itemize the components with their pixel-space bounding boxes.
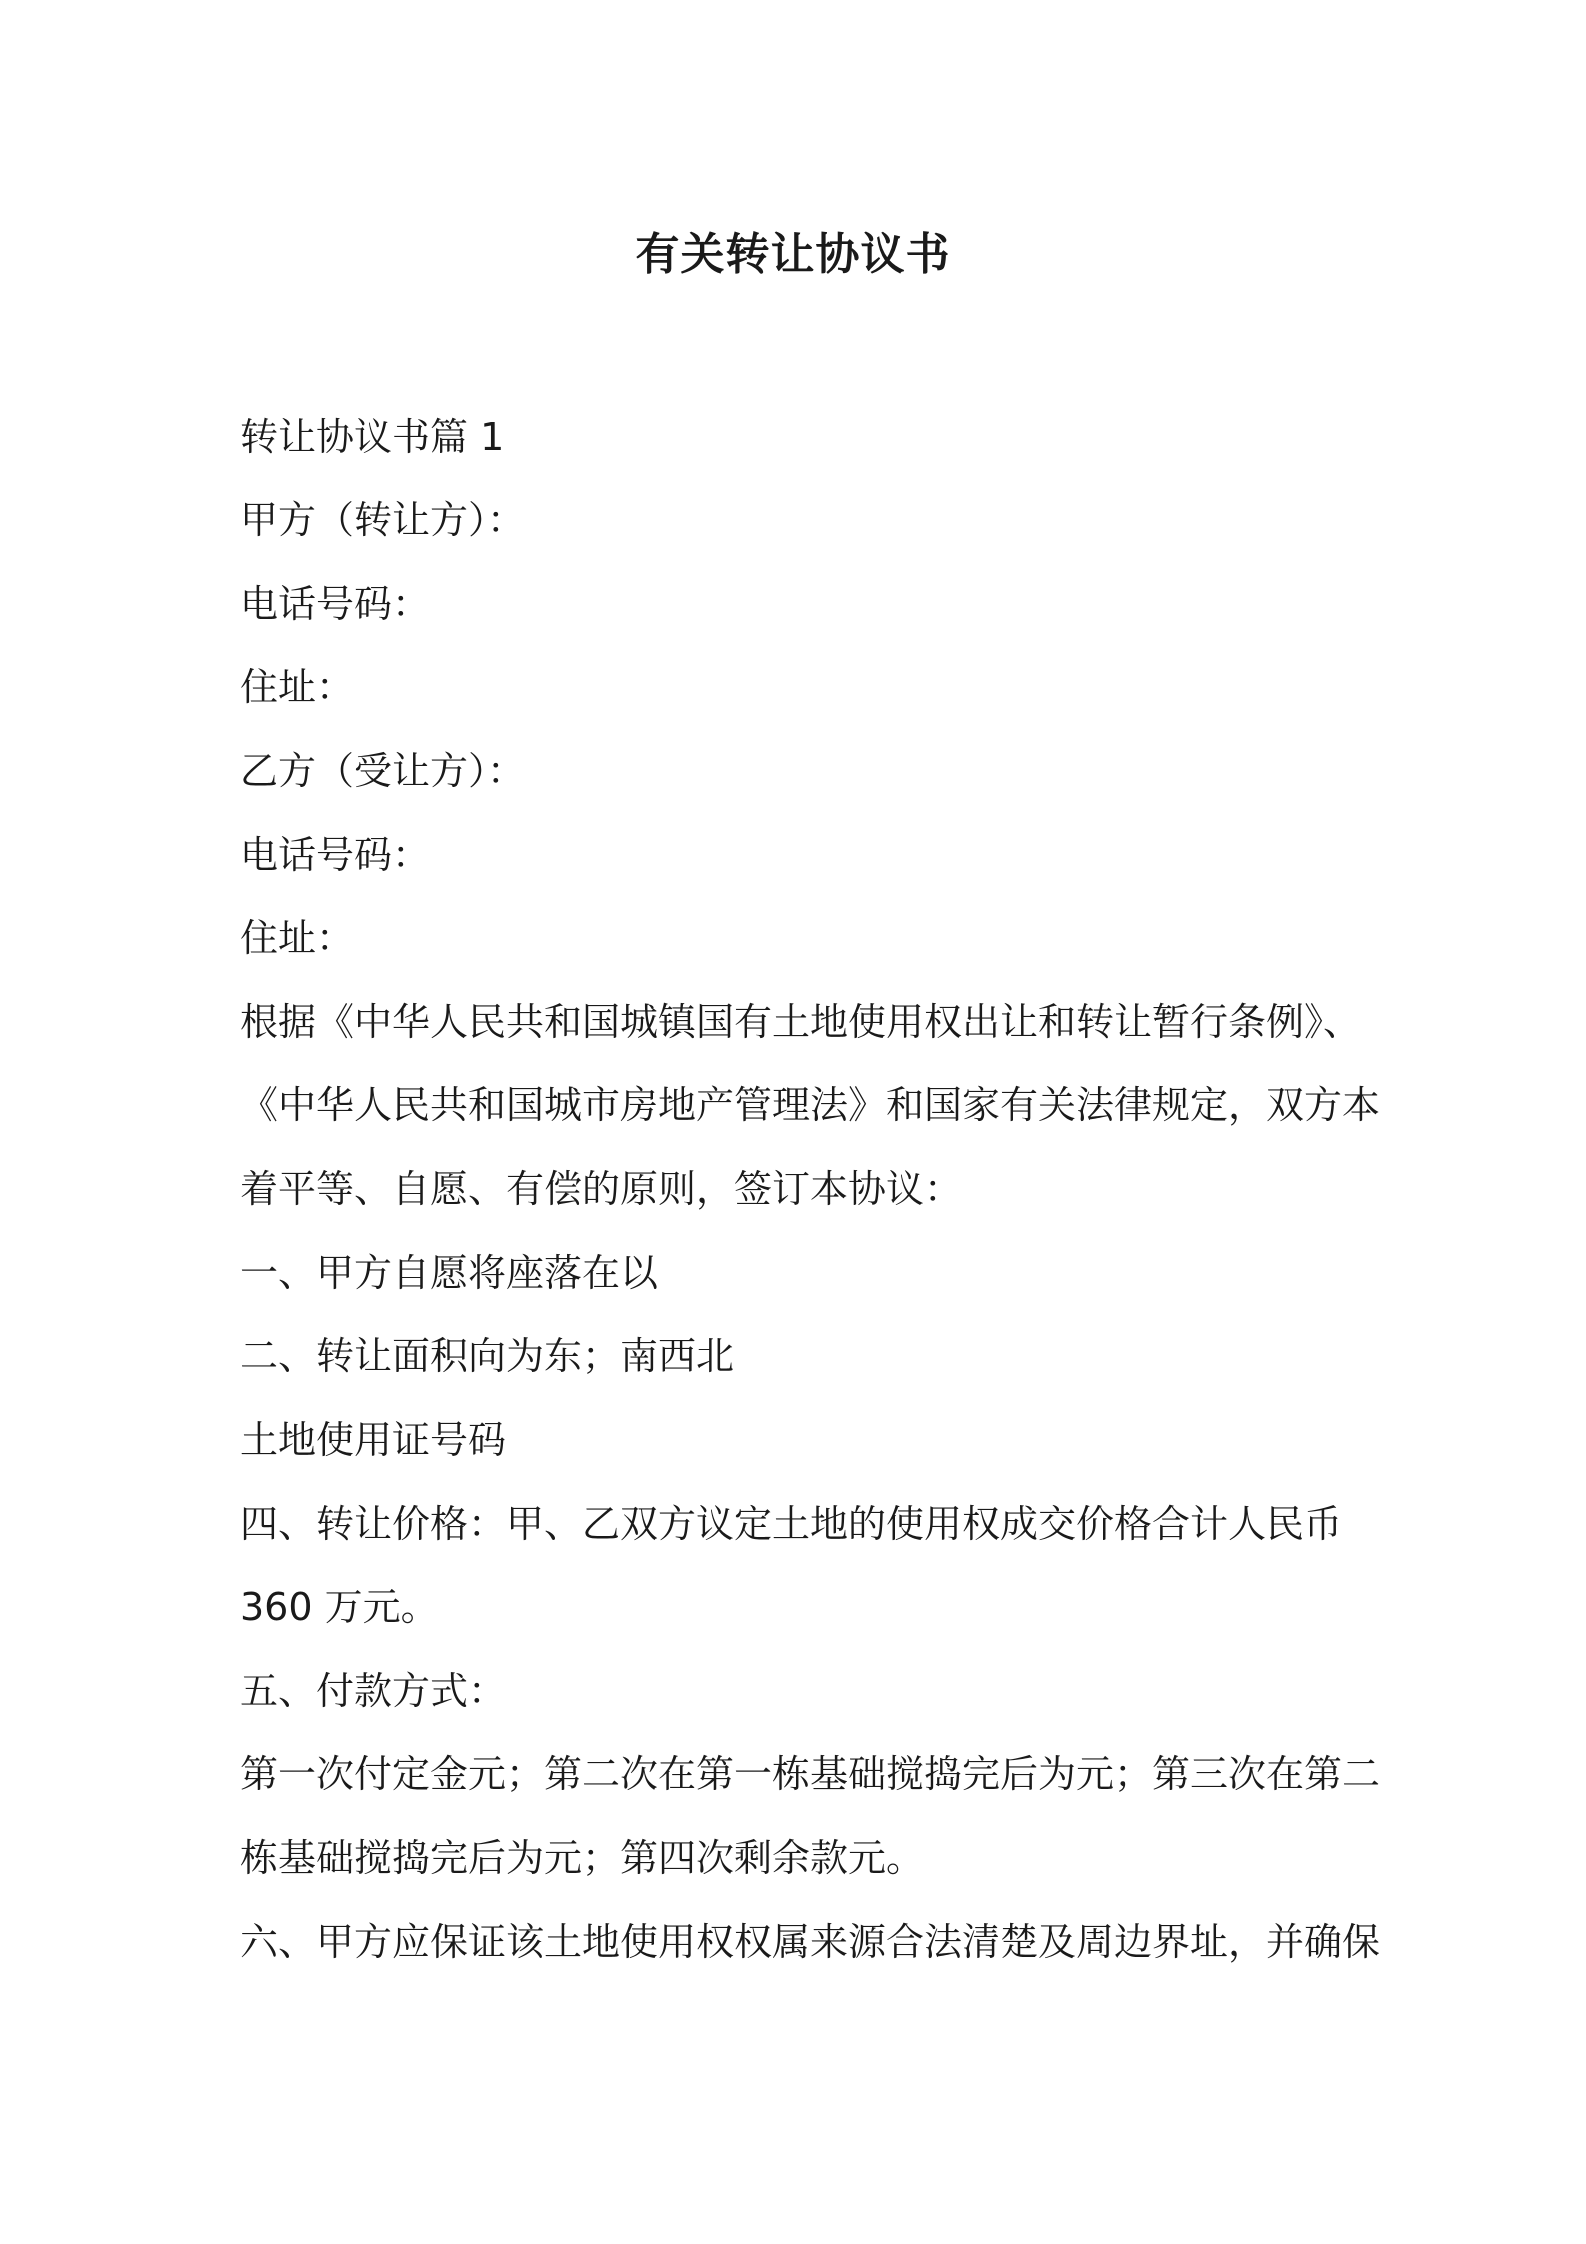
- clause-5: 五、付款方式：: [240, 1669, 507, 1713]
- clause-4-line: 四、转让价格：甲、乙双方议定土地的使用权成交价格合计人民币: [240, 1502, 1343, 1546]
- party-a-address-label: 住址：: [240, 665, 355, 709]
- intro-line: 着平等、自愿、有偿的原则，签订本协议：: [240, 1167, 963, 1211]
- clause-5-line: 栋基础搅捣完后为元；第四次剩余款元。: [240, 1836, 925, 1880]
- clause-5-line: 第一次付定金元；第二次在第一栋基础搅捣完后为元；第三次在第二: [240, 1752, 1381, 1796]
- clause-1: 一、甲方自愿将座落在以: [240, 1251, 659, 1295]
- party-b-label: 乙方（受让方）：: [240, 749, 526, 793]
- section-heading: 转让协议书篇 1: [240, 415, 505, 459]
- document-title: 有关转让协议书: [635, 229, 951, 280]
- clause-6: 六、甲方应保证该土地使用权权属来源合法清楚及周边界址，并确保: [240, 1920, 1381, 1964]
- intro-line: 根据《中华人民共和国城镇国有土地使用权出让和转让暂行条例》、: [240, 1000, 1362, 1044]
- clause-2: 二、转让面积向为东；南西北: [240, 1334, 735, 1378]
- party-b-phone-label: 电话号码：: [240, 833, 431, 877]
- clause-4-line: 360 万元。: [240, 1585, 439, 1629]
- party-a-label: 甲方（转让方）：: [240, 498, 526, 542]
- intro-line: 《中华人民共和国城市房地产管理法》和国家有关法律规定，双方本: [240, 1083, 1381, 1127]
- party-a-phone-label: 电话号码：: [240, 582, 431, 626]
- party-b-address-label: 住址：: [240, 916, 355, 960]
- land-certificate-line: 土地使用证号码: [240, 1418, 507, 1462]
